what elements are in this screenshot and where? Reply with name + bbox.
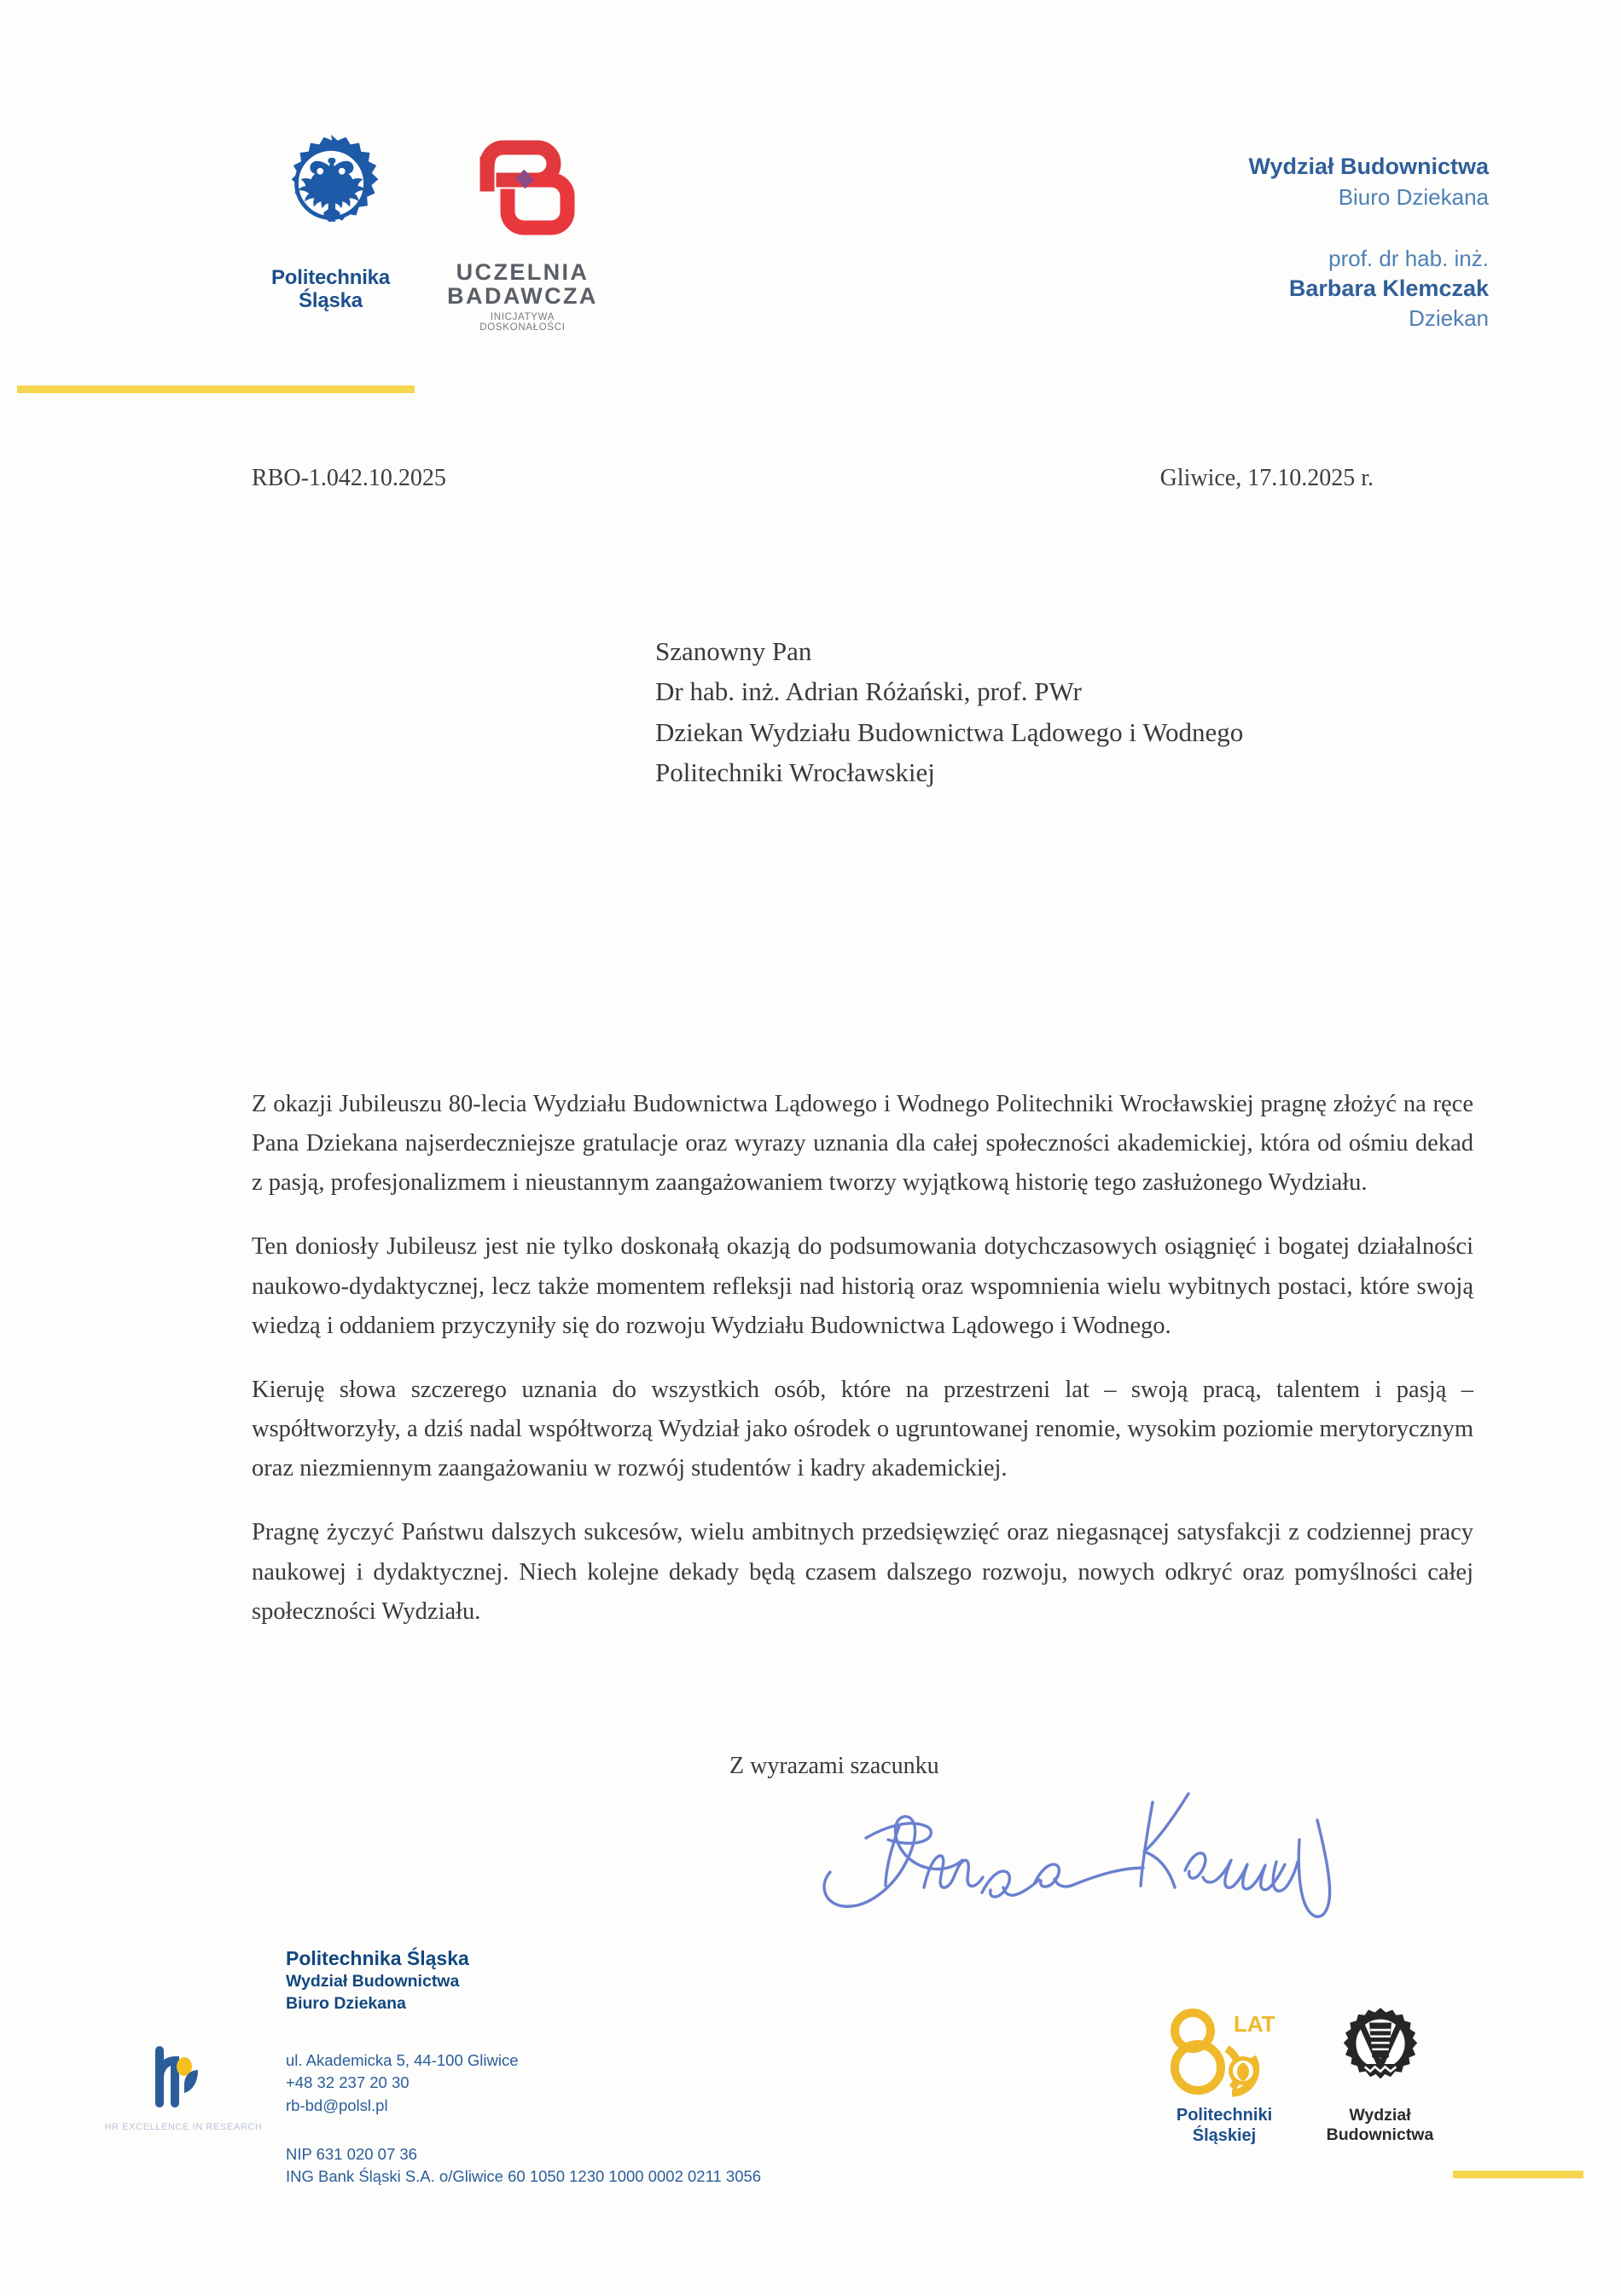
body-paragraph-4: Pragnę życzyć Państwu dalszych sukcesów, wielu ambitnych przedsięwzięć oraz niegasnącej satysfakcji z codziennej pracy naukowej i dydaktycznej. Niech kolejne dekady będą czasem dalszego rozwoju, nowych odkryć oraz pomyślności całej społeczności Wydziału.: [252, 1519, 1473, 1625]
politechnika-slaska-crest-icon: [267, 132, 395, 260]
footer-nip: NIP 631 020 07 36: [286, 2145, 417, 2163]
letter-body: [252, 1085, 1473, 1632]
footer-contact: [286, 2050, 519, 2117]
anniversary-80-line-1: Politechniki: [1176, 2106, 1273, 2125]
header-spacer: [1248, 212, 1489, 244]
hr-excellence-caption: HR EXCELLENCE IN RESEARCH: [104, 2122, 263, 2132]
reference-number: RBO-1.042.10.2025: [252, 465, 446, 491]
uczelnia-badawcza-title: [447, 260, 598, 309]
addressee-block: [655, 631, 1243, 793]
uczelnia-badawcza-subtitle: INICJATYWA DOSKONAŁOŚCI: [479, 311, 566, 333]
footer-org-unit-2: Biuro Dziekana: [286, 1993, 406, 2013]
footer-fiscal: [286, 2143, 761, 2189]
ub-title-line-2: BADAWCZA: [447, 283, 598, 310]
closing-phrase: Z wyrazami szacunku: [729, 1753, 939, 1779]
header-dean-role: Dziekan: [1409, 304, 1489, 331]
body-paragraph-2: Ten doniosły Jubileusz jest nie tylko doskonałą okazją do podsumowania dotychczasowych osiągnięć i bogatej działalności naukowo-dydaktycznej, lecz także momentem refleksji nad historią oraz wspomnienia wielu wybitnych postaci, które swoją wiedzą i oddaniem przyczyniły się do rozwoju Wydziału Budownictwa Lądowego i Wodnego.: [252, 1233, 1473, 1339]
uczelnia-badawcza-logo: [448, 132, 597, 333]
faculty-emblem-caption: [1305, 2106, 1455, 2146]
footer-bank-account: ING Bank Śląski S.A. o/Gliwice 60 1050 1230 1000 0002 0211 3056: [286, 2167, 762, 2186]
header-faculty: Wydział Budownictwa: [1248, 154, 1489, 179]
ub-title-line-1: UCZELNIA: [456, 259, 590, 285]
anniversary-80-badge: [1147, 2004, 1301, 2146]
faculty-emblem-line-1: Wydział: [1349, 2106, 1411, 2125]
letter-header: [0, 0, 1621, 392]
header-dean-name: Barbara Klemczak: [1288, 275, 1489, 301]
header-sender-block: [1248, 152, 1489, 333]
footer-address: ul. Akademicka 5, 44-100 Gliwice: [286, 2051, 519, 2069]
accent-bar-top: [17, 386, 415, 393]
politechnika-slaska-logo-text: [271, 266, 390, 312]
handwritten-signature-icon: [815, 1787, 1395, 1932]
body-paragraph-3: Kieruję słowa szczerego uznania do wszystkich osób, które na przestrzeni lat – swoją pracą, talentem i pasją – współtworzyły, a dziś nadal współtworzą Wydział jako ośrodek o ugruntowanej renomie, wysokim poziomie merytorycznym oraz niezmiennym zaangażowaniu w rozwój studentów i kadry akademickiej.: [252, 1376, 1473, 1482]
letter-meta-row: [0, 465, 1621, 492]
anniversary-80-caption: [1147, 2105, 1301, 2146]
letter-footer: [0, 1936, 1621, 2294]
footer-phone[interactable]: +48 32 237 20 30: [286, 2073, 410, 2092]
logo-line-2: Śląska: [299, 289, 363, 313]
footer-organization: [286, 1946, 469, 2015]
faculty-emblem-line-2: Budownictwa: [1326, 2125, 1434, 2145]
logo-line-1: Politechnika: [271, 266, 390, 289]
80-lat-anniversary-icon: [1147, 2004, 1301, 2100]
faculty-emblem-badge: [1305, 2006, 1455, 2146]
anniversary-80-line-2: Śląskiej: [1192, 2126, 1257, 2145]
addressee-position: Dziekan Wydziału Budownictwa Lądowego i Wodnego: [655, 716, 1244, 747]
header-office: Biuro Dziekana: [1338, 183, 1489, 210]
body-paragraph-1: Z okazji Jubileuszu 80-lecia Wydziału Budownictwa Lądowego i Wodnego Politechniki Wrocławskiej pragnę złożyć na ręce Pana Dziekana najserdeczniejsze gratulacje oraz wyrazy uznania dla całej społeczności akademickiej, która od ośmiu dekad z pasją, profesjonalizmem i nieustannym zaangażowaniem tworzy wyjątkową historię tego zasłużonego Wydziału.: [252, 1091, 1473, 1197]
addressee-institution: Politechniki Wrocławskiej: [655, 757, 935, 788]
politechnika-slaska-logo: [252, 132, 410, 312]
footer-email[interactable]: rb-bd@polsl.pl: [286, 2096, 388, 2114]
accent-bar-bottom: [1453, 2171, 1583, 2178]
footer-org-unit-1: Wydział Budownictwa: [286, 1972, 460, 1992]
addressee-salutation: Szanowny Pan: [655, 636, 812, 666]
addressee-name: Dr hab. inż. Adrian Różański, prof. PWr: [655, 676, 1082, 707]
svg-text:LAT: LAT: [1234, 2011, 1275, 2037]
uczelnia-badawcza-mark-icon: [468, 136, 578, 253]
hr-excellence-in-research-icon: [102, 2038, 264, 2117]
header-academic-title: prof. dr hab. inż.: [1328, 245, 1489, 271]
header-logos: [252, 132, 597, 333]
place-and-date: Gliwice, 17.10.2025 r.: [1159, 465, 1374, 491]
wydzial-budownictwa-emblem-icon: [1305, 2006, 1455, 2098]
footer-org-name: Politechnika Śląska: [286, 1947, 469, 1969]
hr-excellence-badge: [102, 2038, 264, 2132]
